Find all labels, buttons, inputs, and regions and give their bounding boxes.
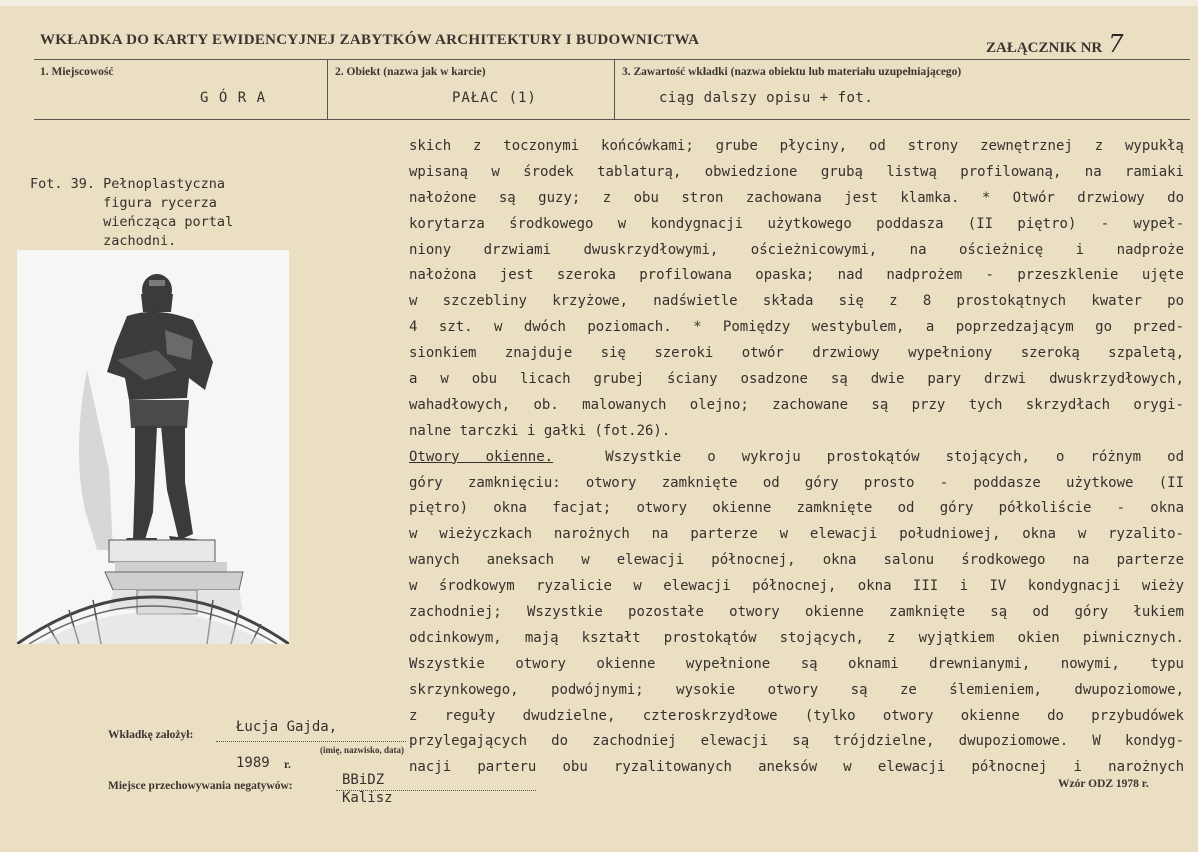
made-by-label: Wkładkę założył: bbox=[108, 729, 194, 741]
text-line: nacji parteru obu ryzalitowanych aneksów w elewacji północnej i narożnych bbox=[409, 759, 1184, 776]
text-line: Wszystkie otwory okienne wypełnione są oknami drewnianymi, nowymi, typu bbox=[409, 655, 1184, 672]
negatives-label: Miejsce przechowywania negatywów: bbox=[108, 780, 293, 792]
text-line: przylegających do zachodniej elewacji są trójdzielne, dwupoziomowe. W kondyg- bbox=[409, 733, 1184, 750]
card-edge bbox=[0, 0, 1198, 6]
divider bbox=[34, 59, 1190, 60]
text-line: zachodniej; Wszystkie pozostałe otwory okienne zamknięte są od góry łukiem bbox=[409, 604, 1184, 621]
caption-line: Fot. 39. Pełnoplastyczna bbox=[30, 176, 226, 192]
made-by-line bbox=[216, 741, 406, 742]
object-value: PAŁAC (1) bbox=[452, 90, 537, 106]
text-line: wpisaną w środek tablaturą, obwiedzione grubą listwą profilowaną, na ramiaki bbox=[409, 163, 1184, 180]
author-sub-label: (imię, nazwisko, data) bbox=[320, 745, 404, 755]
card-title: WKŁADKA DO KARTY EWIDENCYJNEJ ZABYTKÓW ARCHITEKTURY I BUDOWNICTWA bbox=[40, 32, 700, 48]
text-line: nałożona jest szeroka profilowana opaska; nad nadprożem - przeszklenie ujęte bbox=[409, 267, 1184, 284]
windows-first-line: Wszystkie o wykroju prostokątów stojących, o różnym od bbox=[605, 448, 1184, 465]
knight-statue-photo bbox=[17, 250, 289, 644]
caption-line: zachodni. bbox=[30, 233, 177, 249]
place-value: G Ó R A bbox=[200, 90, 267, 106]
photo-caption bbox=[30, 175, 233, 251]
text-line: sionkiem znajduje się szeroki otwór drzwiowy wypełniony szeroką szpaletą, bbox=[409, 345, 1184, 362]
place-label: 1. Miejscowość bbox=[40, 66, 114, 78]
caption-line: figura rycerza bbox=[30, 195, 217, 211]
object-label: 2. Obiekt (nazwa jak w karcie) bbox=[335, 66, 486, 78]
year-value: 1989 bbox=[236, 755, 270, 771]
text-line: w szczebliny krzyżowe, nadświetle składa się z 8 prostokątnych kwater po bbox=[409, 293, 1184, 310]
text-line: 4 szt. w dwóch poziomach. * Pomiędzy westybulem, a poprzedzającym go przed- bbox=[409, 319, 1184, 336]
negatives-value-2: Kalisz bbox=[342, 790, 393, 806]
annex-label bbox=[986, 30, 1124, 58]
author-name: Łucja Gajda, bbox=[236, 719, 338, 735]
divider bbox=[327, 59, 328, 119]
divider bbox=[34, 119, 1190, 120]
text-line: piętro) okna facjat; otwory okienne zamknięte od góry półkoliście - okna bbox=[409, 500, 1184, 517]
negatives-value: BBiDZ bbox=[342, 772, 385, 788]
text-line: góry zamknięciu: otwory zamknięte od góry prosto - poddasze użytkowe (II bbox=[409, 474, 1184, 491]
year-suffix: r. bbox=[284, 759, 291, 771]
text-line: w wieżyczkach narożnych na parterze w elewacji południowej, okna w ryzalito- bbox=[409, 526, 1184, 543]
text-line: skich z toczonymi końcówkami; grube płyciny, od strony zewnętrznej z wypukłą bbox=[409, 138, 1184, 154]
text-line: w środkowym ryzalicie w elewacji północnej, okna III i IV kondygnacji wieży bbox=[409, 578, 1184, 595]
text-line: nałożone są guzy; z obu stron zachowana jest klamka. * Otwór drzwiowy do bbox=[409, 189, 1184, 206]
caption-line: wieńcząca portal bbox=[30, 214, 234, 230]
text-line: skrzynkowego, podwójnymi; wysokie otwory są ze ślemieniem, dwupoziomowe, bbox=[409, 681, 1184, 698]
text-line: wahadłowych, ob. malowanych olejno; zachowane są przy tych skrzydłach orygi- bbox=[409, 396, 1184, 413]
text-line: a w obu licach grubej ściany osadzone są dwie pary drzwi dwuskrzydłowych, bbox=[409, 371, 1184, 388]
text-line: odcinkowym, mają kształt prostokątów stojących, z wyjątkiem okien piwnicznych. bbox=[409, 629, 1184, 646]
text-line: z reguły dwudzielne, czteroskrzydłowe (tylko otwory okienne do przybudówek bbox=[409, 707, 1184, 724]
content-value: ciąg dalszy opisu + fot. bbox=[659, 90, 874, 106]
text-line: wanych aneksach w elewacji północnej, okna salonu środkowego na parterze bbox=[409, 552, 1184, 569]
annex-number: 7 bbox=[1108, 30, 1124, 58]
content-label: 3. Zawartość wkładki (nazwa obiektu lub materiału uzupełniającego) bbox=[622, 66, 962, 78]
form-model-label: Wzór ODZ 1978 r. bbox=[1058, 778, 1149, 790]
description-text bbox=[409, 134, 1184, 781]
windows-heading: Otwory okienne. bbox=[409, 448, 554, 465]
text-line: nalne tarczki i gałki (fot.26). bbox=[409, 422, 671, 439]
text-line bbox=[409, 445, 1184, 471]
text-line: niony drzwiami dwuskrzydłowymi, ościeżnicowymi, na ościeżnicę i nadproże bbox=[409, 241, 1184, 258]
divider bbox=[614, 59, 615, 119]
text-line: korytarza środkowego w kondygnacji użytkowego poddasza (II piętro) - wypeł- bbox=[409, 215, 1184, 232]
annex-label-text: ZAŁĄCZNIK NR bbox=[986, 40, 1103, 56]
